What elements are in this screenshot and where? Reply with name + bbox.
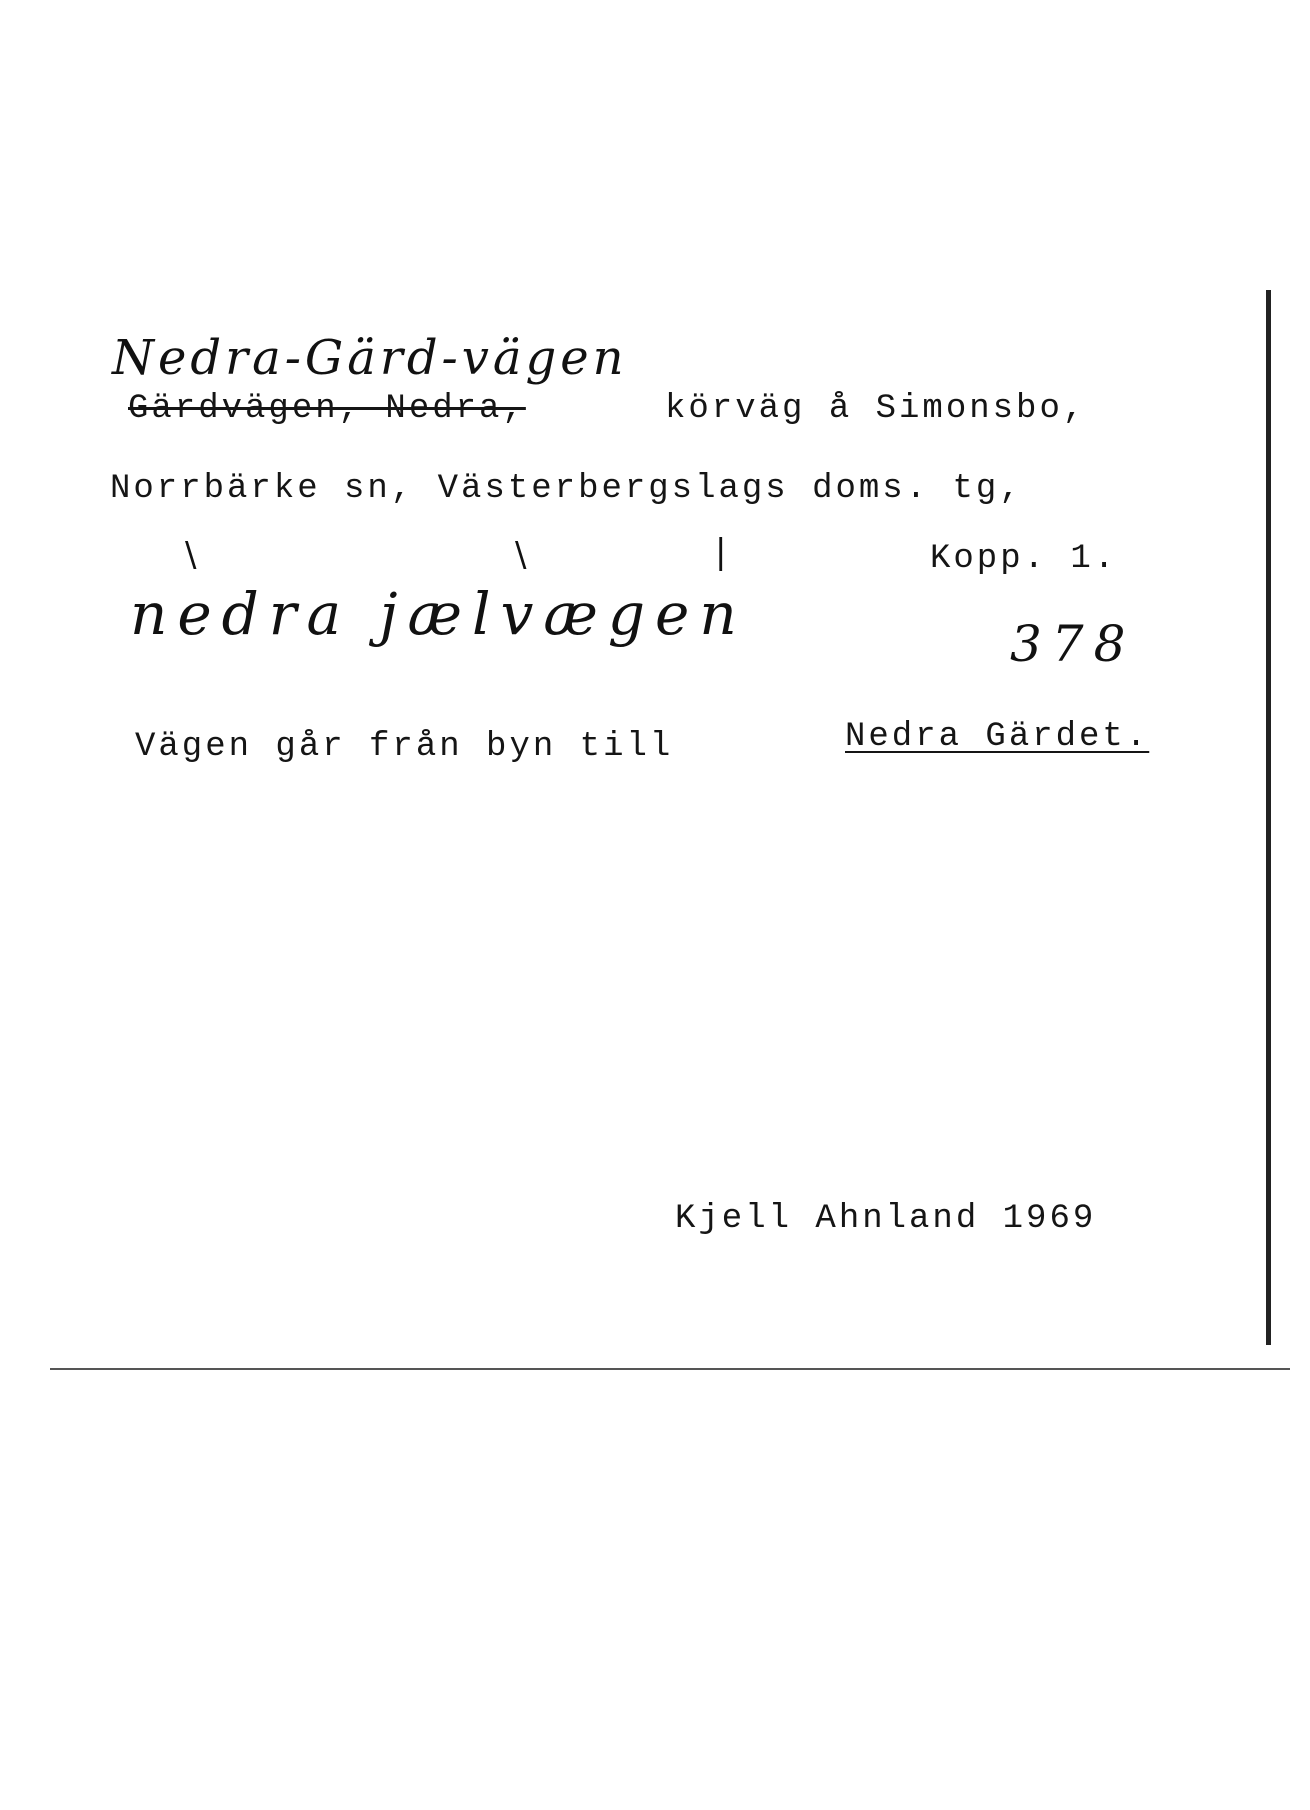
card-bottom-edge	[50, 1368, 1290, 1370]
headword-description: körväg å Simonsbo,	[665, 390, 1087, 428]
card-right-edge	[1266, 290, 1271, 1345]
stress-mark: \	[515, 535, 527, 575]
destination-place: Nedra Gärdet.	[845, 718, 1150, 756]
phonetic-transcription: nedra jælvægen	[130, 580, 747, 648]
reference: Kopp. 1.	[930, 540, 1118, 578]
parish-court-line: Norrbärke sn, Västerbergslags doms. tg,	[110, 470, 1023, 508]
record-number: 378	[1010, 615, 1136, 673]
stress-mark: |	[715, 532, 727, 572]
stress-mark: \	[185, 535, 197, 575]
signature: Kjell Ahnland 1969	[675, 1200, 1097, 1238]
description-text: Vägen går från byn till	[135, 728, 674, 766]
handwritten-header: Nedra-Gärd-vägen	[112, 330, 628, 386]
struck-headword: Gärdvägen, Nedra,	[128, 390, 526, 428]
